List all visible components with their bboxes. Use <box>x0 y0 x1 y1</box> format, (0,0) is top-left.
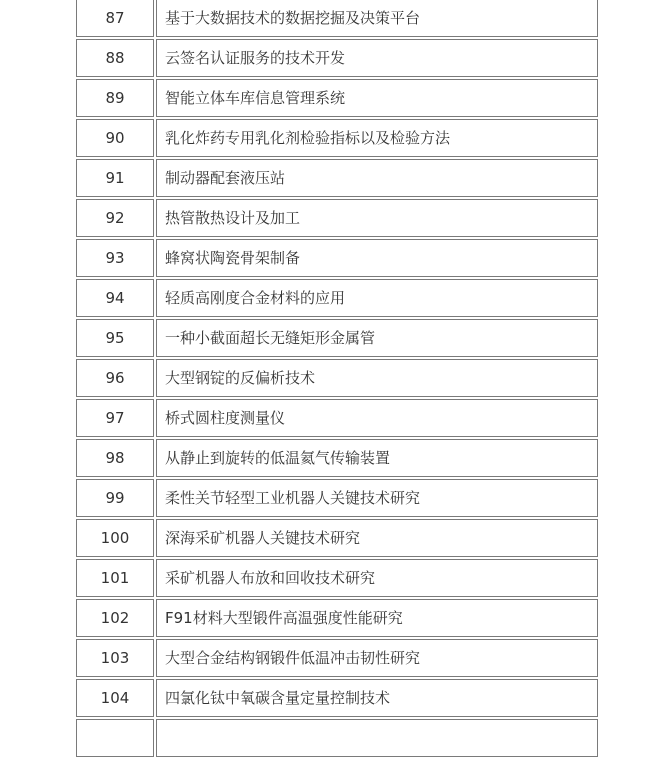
row-number-cell: 88 <box>76 39 154 77</box>
row-number-cell: 102 <box>76 599 154 637</box>
row-number-cell: 104 <box>76 679 154 717</box>
row-number-cell: 95 <box>76 319 154 357</box>
project-name-cell: 从静止到旋转的低温氦气传输装置 <box>156 439 598 477</box>
project-table-container <box>74 0 600 759</box>
project-name-cell: 深海采矿机器人关键技术研究 <box>156 519 598 557</box>
table-row <box>76 319 598 357</box>
table-row <box>76 279 598 317</box>
table-row <box>76 399 598 437</box>
project-name-cell: 大型合金结构钢锻件低温冲击韧性研究 <box>156 639 598 677</box>
table-row <box>76 119 598 157</box>
project-name-cell: F91材料大型锻件高温强度性能研究 <box>156 599 598 637</box>
table-row <box>76 439 598 477</box>
table-row <box>76 599 598 637</box>
project-name-cell: 采矿机器人布放和回收技术研究 <box>156 559 598 597</box>
table-row <box>76 479 598 517</box>
project-name-cell: 大型钢锭的反偏析技术 <box>156 359 598 397</box>
table-row <box>76 359 598 397</box>
row-number-cell: 100 <box>76 519 154 557</box>
row-number-cell: 101 <box>76 559 154 597</box>
table-row <box>76 679 598 717</box>
project-name-cell: 乳化炸药专用乳化剂检验指标以及检验方法 <box>156 119 598 157</box>
row-number-cell: 97 <box>76 399 154 437</box>
project-name-cell: 柔性关节轻型工业机器人关键技术研究 <box>156 479 598 517</box>
project-name-cell <box>156 719 598 757</box>
row-number-cell: 90 <box>76 119 154 157</box>
row-number-cell: 93 <box>76 239 154 277</box>
row-number-cell: 99 <box>76 479 154 517</box>
project-name-cell: 智能立体车库信息管理系统 <box>156 79 598 117</box>
project-name-cell: 蜂窝状陶瓷骨架制备 <box>156 239 598 277</box>
row-number-cell: 98 <box>76 439 154 477</box>
row-number-cell: 91 <box>76 159 154 197</box>
project-table <box>74 0 600 759</box>
project-name-cell: 桥式圆柱度测量仪 <box>156 399 598 437</box>
project-name-cell: 热管散热设计及加工 <box>156 199 598 237</box>
table-row <box>76 159 598 197</box>
project-name-cell: 基于大数据技术的数据挖掘及决策平台 <box>156 0 598 37</box>
row-number-cell: 96 <box>76 359 154 397</box>
row-number-cell: 94 <box>76 279 154 317</box>
table-row <box>76 719 598 757</box>
table-row <box>76 79 598 117</box>
project-name-cell: 云签名认证服务的技术开发 <box>156 39 598 77</box>
table-row <box>76 519 598 557</box>
table-row <box>76 639 598 677</box>
project-table-body <box>76 0 598 757</box>
project-name-cell: 制动器配套液压站 <box>156 159 598 197</box>
table-row <box>76 559 598 597</box>
table-row <box>76 0 598 37</box>
row-number-cell: 92 <box>76 199 154 237</box>
project-name-cell: 一种小截面超长无缝矩形金属管 <box>156 319 598 357</box>
row-number-cell: 89 <box>76 79 154 117</box>
row-number-cell <box>76 719 154 757</box>
row-number-cell: 87 <box>76 0 154 37</box>
table-row <box>76 239 598 277</box>
table-row <box>76 39 598 77</box>
table-row <box>76 199 598 237</box>
project-name-cell: 四氯化钛中氧碳含量定量控制技术 <box>156 679 598 717</box>
project-name-cell: 轻质高刚度合金材料的应用 <box>156 279 598 317</box>
row-number-cell: 103 <box>76 639 154 677</box>
